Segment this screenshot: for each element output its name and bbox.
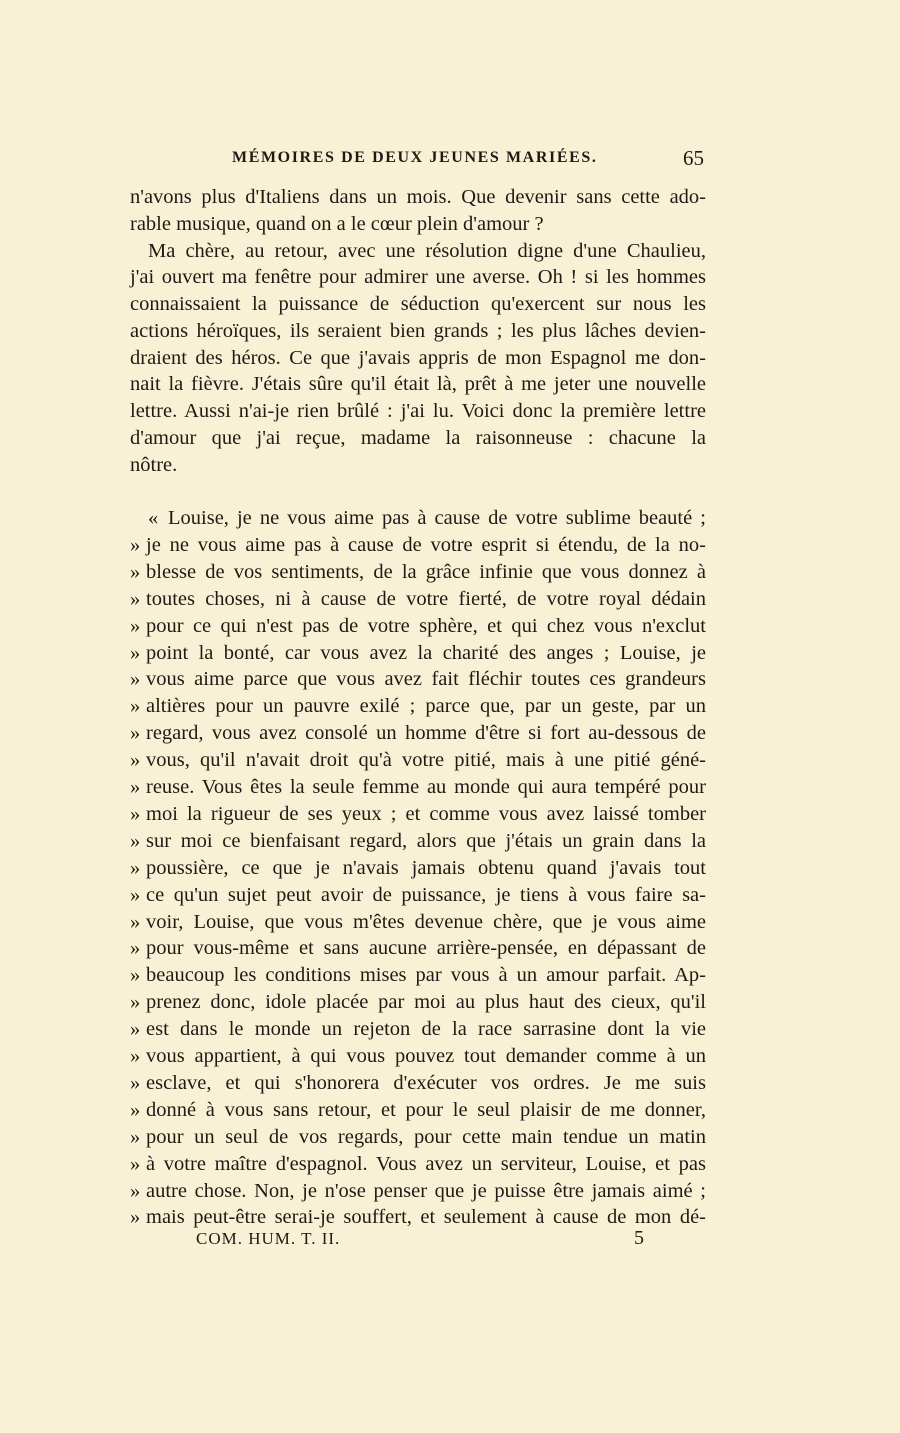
letter-line: [130, 666, 706, 693]
quote-mark: »: [130, 1152, 141, 1175]
text-line: d'amour que j'ai reçue, madame la raisonneuse : chacune la: [130, 426, 706, 449]
page-footer: [130, 1229, 706, 1257]
letter-text: beaucoup les conditions mises par vous à un amour parfait. Ap-: [146, 964, 706, 987]
quote-mark: »: [130, 587, 141, 610]
letter-line: [130, 855, 706, 882]
letter-line: [130, 1178, 706, 1205]
letter-text: altières pour un pauvre exilé ; parce que, par un geste, par un: [146, 695, 706, 718]
quote-mark: »: [130, 1018, 141, 1041]
text-line: nait la fièvre. J'étais sûre qu'il était là, prêt à me jeter une nouvelle: [130, 373, 706, 396]
letter-text: sur moi ce bienfaisant regard, alors que j'étais un grain dans la: [146, 829, 706, 852]
letter-text: point la bonté, car vous avez la charité des anges ; Louise, je: [146, 641, 706, 664]
letter-line: [130, 1016, 706, 1043]
letter-line: [130, 935, 706, 962]
text-line: nôtre.: [130, 453, 178, 476]
page-number: 65: [683, 146, 704, 170]
text-line: Ma chère, au retour, avec une résolution digne d'une Chaulieu,: [148, 239, 706, 262]
letter-line: [130, 586, 706, 613]
letter-text: autre chose. Non, je n'ose penser que je puisse être jamais aimé ;: [146, 1179, 706, 1202]
quote-mark: »: [130, 722, 141, 745]
signature-mark: COM. HUM. T. II.: [196, 1229, 341, 1248]
letter-text: pour ce qui n'est pas de votre sphère, et qui chez vous n'exclut: [146, 614, 706, 637]
letter-text: regard, vous avez consolé un homme d'être si fort au-dessous de: [146, 722, 706, 745]
letter-line: [130, 505, 706, 532]
quote-mark: »: [130, 641, 141, 664]
text-line: n'avons plus d'Italiens dans un mois. Que devenir sans cette ado-: [130, 186, 706, 208]
letter-text: pour vous-même et sans aucune arrière-pensée, en dépassant de: [146, 937, 706, 960]
quote-mark: »: [130, 1045, 141, 1067]
quote-mark: »: [130, 910, 141, 933]
quote-mark: »: [130, 883, 141, 906]
letter-text: à votre maître d'espagnol. Vous avez un serviteur, Louise, et pas: [146, 1152, 706, 1175]
letter-line: [130, 962, 706, 989]
quote-mark: »: [130, 533, 141, 556]
quote-mark: »: [130, 964, 141, 987]
quote-mark: »: [130, 776, 141, 798]
letter-line: [130, 1070, 706, 1097]
letter-line: [130, 774, 706, 801]
quote-mark: »: [130, 1125, 141, 1148]
page-header: [130, 146, 706, 177]
letter-text: esclave, et qui s'honorera d'exécuter vos ordres. Je me suis: [146, 1071, 706, 1094]
letter-line: [130, 693, 706, 720]
quote-mark: »: [130, 668, 141, 691]
letter-text: Louise, je ne vous aime pas à cause de votre sublime beauté ;: [168, 507, 706, 529]
letter-text: blesse de vos sentiments, de la grâce infinie que vous donnez à: [146, 560, 706, 583]
quote-mark: »: [130, 991, 141, 1014]
letter-text: est dans le monde un rejeton de la race sarrasine dont la vie: [146, 1018, 706, 1041]
letter-line: [130, 882, 706, 909]
letter-line: [130, 1097, 706, 1124]
letter-text: voir, Louise, que vous m'êtes devenue chère, que je vous aime: [146, 910, 706, 933]
running-title: MÉMOIRES DE DEUX JEUNES MARIÉES.: [232, 149, 598, 166]
letter-text: prenez donc, idole placée par moi au plus haut des cieux, qu'il: [146, 991, 706, 1014]
letter-line: [130, 828, 706, 855]
letter-text: mais peut-être serai-je souffert, et seulement à cause de mon dé-: [146, 1206, 706, 1229]
quote-mark: »: [130, 614, 141, 637]
text-line: draient des héros. Ce que j'avais appris de mon Espagnol me don-: [130, 346, 706, 369]
quote-mark: »: [130, 802, 141, 825]
letter-line: [130, 559, 706, 586]
sheet-number: 5: [634, 1227, 644, 1249]
quote-mark: »: [130, 1179, 141, 1202]
letter-line: [130, 1204, 706, 1231]
quote-mark: »: [130, 937, 141, 960]
letter-text: ce qu'un sujet peut avoir de puissance, je tiens à vous faire sa-: [146, 883, 706, 906]
letter-line: [130, 532, 706, 559]
letter-line: [130, 613, 706, 640]
letter-text: vous appartient, à qui vous pouvez tout demander comme à un: [146, 1045, 706, 1067]
letter-text: vous, qu'il n'avait droit qu'à votre pitié, mais à une pitié géné-: [146, 749, 706, 772]
letter-line: [130, 989, 706, 1016]
text-line: actions héroïques, ils seraient bien grands ; les plus lâches devien-: [130, 319, 706, 342]
text-line: j'ai ouvert ma fenêtre pour admirer une averse. Oh ! si les hommes: [130, 266, 706, 289]
letter-text: toutes choses, ni à cause de votre fierté, de votre royal dédain: [146, 587, 706, 610]
letter-line: [130, 1043, 706, 1070]
letter-text: je ne vous aime pas à cause de votre esprit si étendu, de la no-: [146, 533, 706, 556]
letter-text: reuse. Vous êtes la seule femme au monde qui aura tempéré pour: [146, 776, 706, 798]
letter-line: [130, 747, 706, 774]
quote-mark: »: [130, 695, 141, 718]
quote-mark: «: [148, 507, 159, 529]
quote-mark: »: [130, 829, 141, 852]
quote-mark: »: [130, 749, 141, 772]
letter-line: [130, 1124, 706, 1151]
quote-mark: »: [130, 1098, 141, 1121]
letter-text: donné à vous sans retour, et pour le seul plaisir de me donner,: [146, 1098, 706, 1121]
letter-line: [130, 640, 706, 667]
letter-text: vous aime parce que vous avez fait fléchir toutes ces grandeurs: [146, 668, 706, 691]
quote-mark: »: [130, 1071, 141, 1094]
letter-line: [130, 1151, 706, 1178]
text-line: lettre. Aussi n'ai-je rien brûlé : j'ai lu. Voici donc la première lettre: [130, 400, 706, 422]
letter-line: [130, 720, 706, 747]
letter-line: [130, 801, 706, 828]
letter-text: poussière, ce que je n'avais jamais obtenu quand j'avais tout: [146, 856, 706, 879]
text-line: rable musique, quand on a le cœur plein d'amour ?: [130, 212, 544, 235]
quote-mark: »: [130, 1206, 141, 1229]
text-line: connaissaient la puissance de séduction qu'exercent sur nous les: [130, 293, 706, 315]
quote-mark: »: [130, 856, 141, 879]
quote-mark: »: [130, 560, 141, 583]
letter-text: pour un seul de vos regards, pour cette main tendue un matin: [146, 1125, 706, 1148]
letter-line: [130, 909, 706, 936]
letter-text: moi la rigueur de ses yeux ; et comme vous avez laissé tomber: [146, 802, 706, 825]
